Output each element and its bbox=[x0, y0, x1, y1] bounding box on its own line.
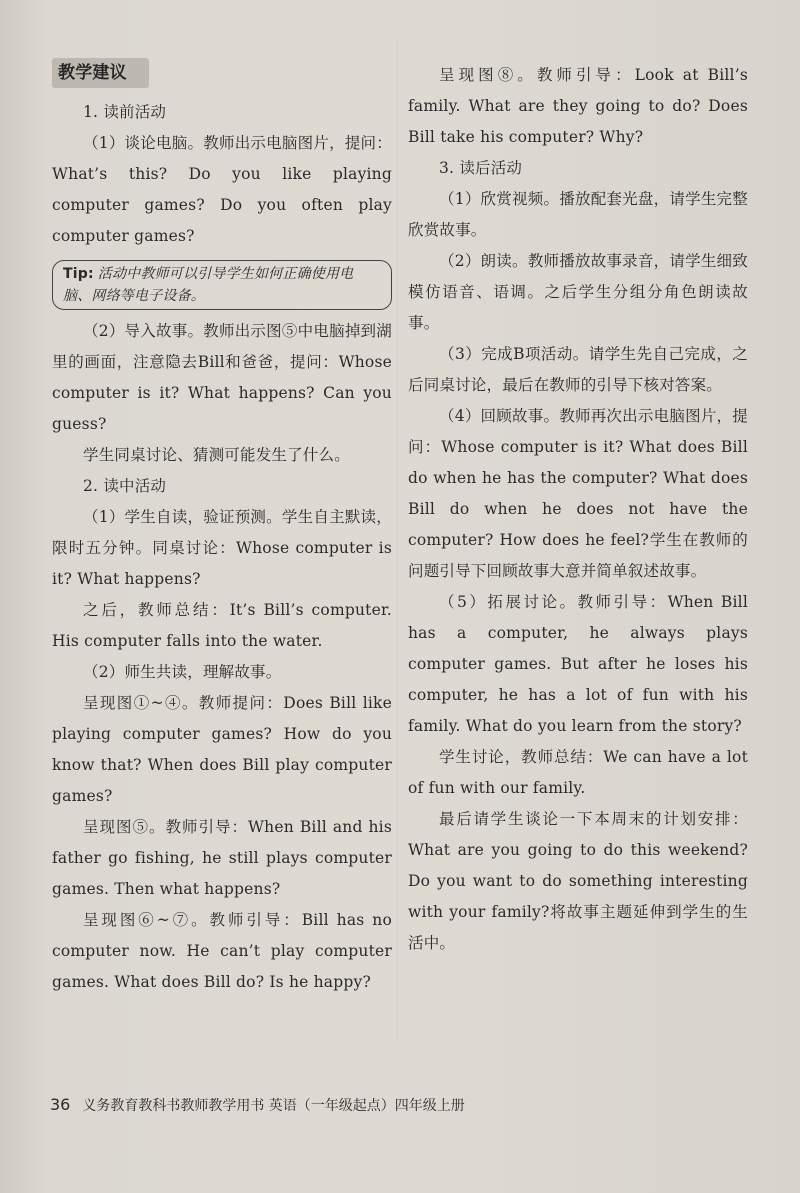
section-heading-wrap bbox=[52, 58, 149, 89]
paragraph: 呈现图⑤。教师引导：When Bill and his father go fishing, he still plays computer games. Then what happens? bbox=[52, 818, 392, 898]
paragraph: （2）师生共读，理解故事。 bbox=[83, 663, 282, 681]
paragraph: 3. 读后活动 bbox=[439, 159, 523, 177]
paragraph: （2）朗读。教师播放故事录音，请学生细致模仿语音、语调。之后学生分组分角色朗读故事。 bbox=[408, 252, 748, 332]
paragraph: 2. 读中活动 bbox=[83, 477, 167, 495]
paragraph: （1）学生自读，验证预测。学生自主默读，限时五分钟。同桌讨论：Whose computer is it? What happens? bbox=[52, 508, 392, 588]
paragraph: （1）欣赏视频。播放配套光盘，请学生完整欣赏故事。 bbox=[408, 190, 748, 239]
paragraph: 呈现图⑥~⑦。教师引导：Bill has no computer now. He can’t play computer games. What does Bill do? Is he happy? bbox=[52, 911, 392, 991]
paragraph: 学生同桌讨论、猜测可能发生了什么。 bbox=[83, 446, 350, 464]
paragraph: （3）完成B项活动。请学生先自己完成，之后同桌讨论，最后在教师的引导下核对答案。 bbox=[408, 345, 748, 394]
page-footer bbox=[50, 1095, 465, 1115]
paragraph: 之后，教师总结：It’s Bill’s computer. His computer falls into the water. bbox=[52, 601, 392, 650]
right-column bbox=[408, 60, 748, 959]
section-heading: 教学建议 bbox=[52, 58, 149, 88]
paragraph: 呈现图⑧。教师引导：Look at Bill’s family. What are they going to do? Does Bill take his computer? Why? bbox=[408, 66, 748, 146]
paragraph: （1）谈论电脑。教师出示电脑图片，提问：What’s this? Do you like playing computer games? Do you often play computer games? bbox=[52, 134, 392, 245]
left-column bbox=[52, 58, 392, 998]
tip-box bbox=[52, 260, 392, 310]
paragraph: 1. 读前活动 bbox=[83, 103, 167, 121]
tip-text: 活动中教师可以引导学生如何正确使用电脑、网络等电子设备。 bbox=[63, 266, 354, 304]
paragraph: （5）拓展讨论。教师引导：When Bill has a computer, he always plays computer games. But after he loses his computer, he has a lot of fun with his family. What do you learn from the story? bbox=[408, 593, 748, 735]
tip-label: Tip: bbox=[63, 266, 94, 282]
page-crease bbox=[397, 40, 398, 1040]
paragraph: 最后请学生谈论一下本周末的计划安排：What are you going to do this weekend? Do you want to do something interesting with your family?将故事主题延伸到学生的生活中。 bbox=[408, 810, 748, 952]
page-number: 36 bbox=[50, 1095, 71, 1114]
book-title: 义务教育教科书教师教学用书 英语（一年级起点）四年级上册 bbox=[82, 1098, 465, 1114]
paragraph: （2）导入故事。教师出示图⑤中电脑掉到湖里的画面，注意隐去Bill和爸爸，提问：Whose computer is it? What happens? Can you guess? bbox=[52, 322, 392, 433]
paragraph: 呈现图①~④。教师提问：Does Bill like playing computer games? How do you know that? When does Bill play computer games? bbox=[52, 694, 392, 805]
paragraph: （4）回顾故事。教师再次出示电脑图片，提问：Whose computer is it? What does Bill do when he has the computer? What does Bill do when he does not have the computer? How does he feel?学生在教师的问题引导下回顾故事大意并简单叙述故事。 bbox=[408, 407, 748, 580]
paragraph: 学生讨论，教师总结：We can have a lot of fun with our family. bbox=[408, 748, 748, 797]
